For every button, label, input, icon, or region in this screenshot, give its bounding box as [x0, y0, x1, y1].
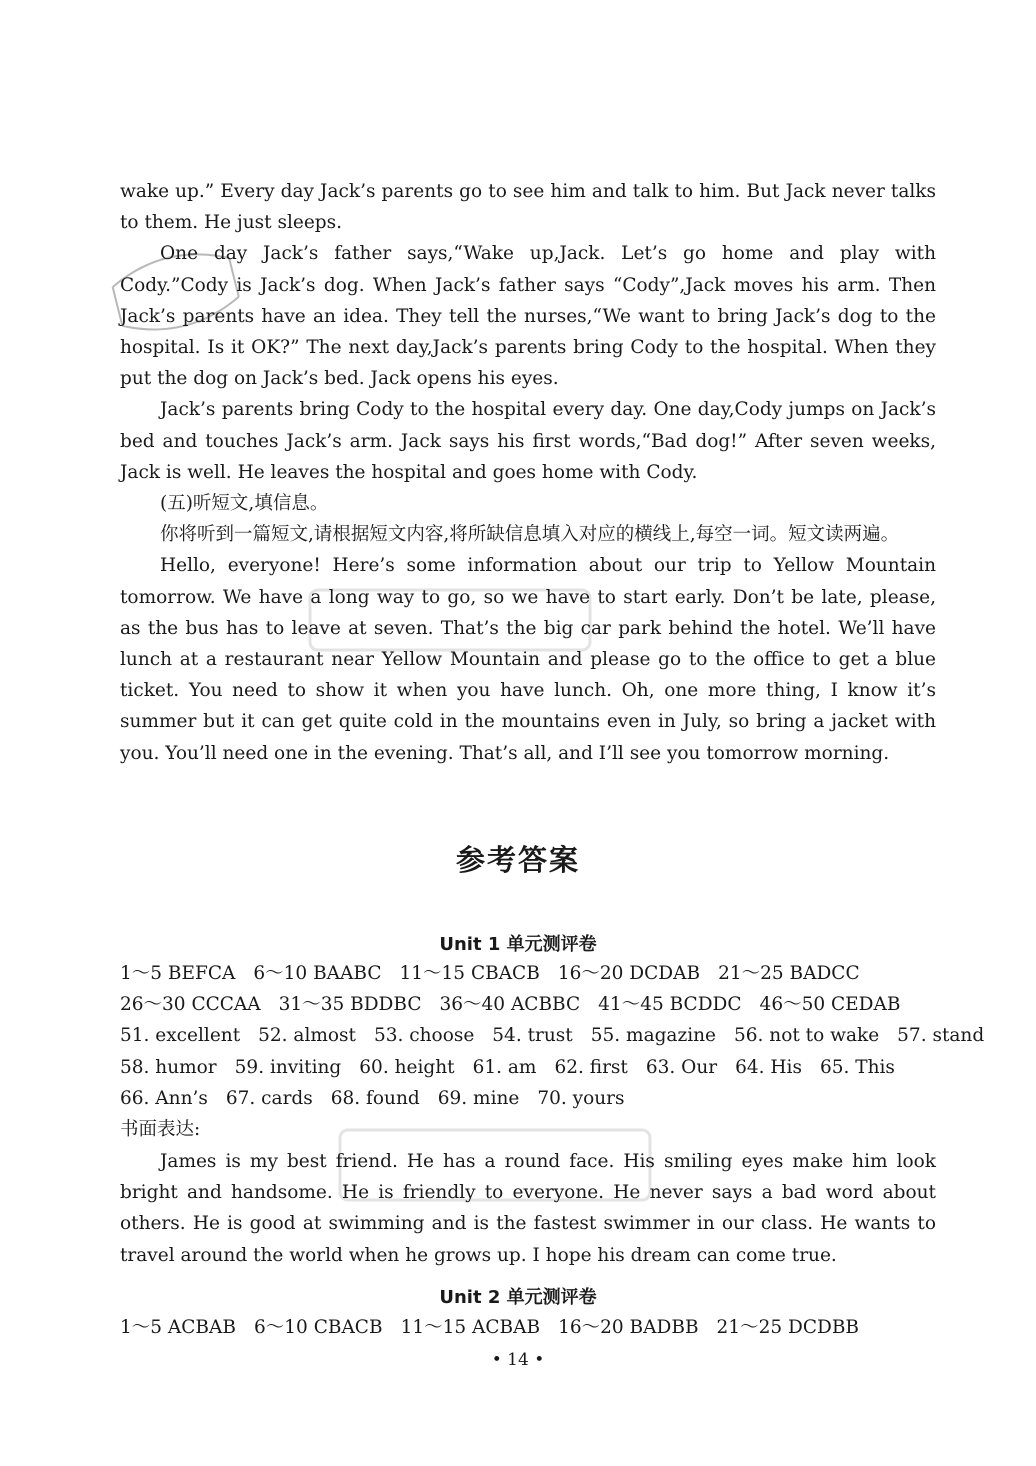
answer-item: 26～30 CCCAA	[120, 994, 261, 1016]
section-5-heading: (五)听短文,填信息。	[160, 493, 329, 515]
answer-row-1	[120, 958, 950, 989]
answer-item: 59. inviting	[234, 1056, 342, 1078]
writing-text: James is my best friend. He has a round face. His smiling eyes make him look bright and handsome. He is friendly to everyone. He never says a bad word about others. He is good at swimming and is the fastest swimmer in our class. He wants to travel around the world when he grows up. I hope his dream can come true.	[120, 1151, 936, 1266]
unit1-heading: Unit 1 单元测评卷	[439, 934, 597, 955]
listening-passage	[120, 176, 936, 769]
answer-row-2	[120, 989, 950, 1020]
answer-item: 41～45 BCDDC	[598, 994, 742, 1016]
answer-item: 55. magazine	[590, 1025, 716, 1047]
paragraph-1: wake up.” Every day Jack’s parents go to see him and talk to him. But Jack never talks to them. He just sleeps.	[120, 181, 936, 234]
paragraph-4: Hello, everyone! Here’s some information about our trip to Yellow Mountain tomorrow. We have a long way to go, so we have to start early. Don’t be late, please, as the bus has to leave at seven. That’s the big car park behind the hotel. We’ll have lunch at a restaurant near Yellow Mountain and please go to the office to get a blue ticket. You need to show it when you have lunch. Oh, one more thing, I know it’s summer but it can get quite cold in the mountains even in July, so bring a jacket with you. You’ll need one in the evening. That’s all, and I’ll see you tomorrow morning.	[120, 555, 936, 764]
answer-item: 1～5 ACBAB	[120, 1317, 236, 1338]
answer-item: 36～40 ACBBC	[439, 994, 581, 1016]
paragraph-2: One day Jack’s father says,“Wake up,Jack. Let’s go home and play with Cody.”Cody is Jack’s dog. When Jack’s father says “Cody”,Jack moves his arm. Then Jack’s parents have an idea. They tell the nurses,“We want to bring Jack’s dog to the hospital. Is it OK?” The next day,Jack’s parents bring Cody to the hospital. When they put the dog on Jack’s bed. Jack opens his eyes.	[120, 243, 936, 390]
answer-item: 6～10 CBACB	[254, 1317, 383, 1338]
answer-item: 58. humor	[120, 1056, 217, 1078]
answer-item: 66. Ann’s	[120, 1087, 208, 1109]
answer-item: 16～20 DCDAB	[557, 963, 701, 984]
answer-item: 65. This	[819, 1056, 895, 1078]
answer-item: 64. His	[735, 1056, 802, 1078]
answer-item: 11～15 ACBAB	[400, 1317, 541, 1338]
answer-item: 1～5 BEFCA	[120, 963, 236, 984]
unit2-answers	[120, 1312, 950, 1343]
answer-item: 54. trust	[492, 1025, 573, 1047]
answer-item: 21～25 DCDBB	[716, 1317, 860, 1338]
answer-item: 69. mine	[437, 1087, 520, 1109]
page-number: • 14 •	[491, 1350, 545, 1370]
answer-item: 62. first	[554, 1056, 628, 1078]
answer-item: 46～50 CEDAB	[759, 994, 901, 1016]
unit2-heading: Unit 2 单元测评卷	[439, 1287, 597, 1308]
answer-item: 57. stand	[897, 1025, 985, 1047]
answer-row-1	[120, 1312, 950, 1343]
unit1-answers	[120, 958, 985, 1145]
answer-row-4	[120, 1052, 950, 1083]
answer-item: 31～35 BDDBC	[278, 994, 422, 1016]
answer-item: 60. height	[359, 1056, 455, 1078]
answer-item: 70. yours	[537, 1087, 625, 1109]
answer-item: 52. almost	[258, 1025, 356, 1047]
answer-item: 21～25 BADCC	[718, 963, 860, 984]
paragraph-3: Jack’s parents bring Cody to the hospital every day. One day,Cody jumps on Jack’s bed and touches Jack’s arm. Jack says his first words,“Bad dog!” After seven weeks, Jack is well. He leaves the hospital and goes home with Cody.	[120, 399, 936, 483]
answer-item: 63. Our	[645, 1056, 718, 1078]
answer-item: 11～15 CBACB	[399, 963, 540, 984]
answer-item: 16～20 BADBB	[558, 1317, 699, 1338]
answer-item: 6～10 BAABC	[253, 963, 382, 984]
answer-title: 参考答案	[455, 843, 580, 877]
answer-item: 61. am	[472, 1056, 537, 1078]
answer-item: 56. not to wake	[734, 1025, 880, 1047]
answer-item: 51. excellent	[120, 1025, 241, 1047]
section-5-instruction: 你将听到一篇短文,请根据短文内容,将所缺信息填入对应的横线上,每空一词。短文读两遍。	[160, 524, 900, 546]
answer-item: 67. cards	[225, 1087, 313, 1109]
writing-label: 书面表达:	[120, 1119, 201, 1141]
answer-item: 53. choose	[373, 1025, 475, 1047]
writing-passage	[120, 1146, 936, 1271]
answer-row-5	[120, 1083, 950, 1114]
answer-item: 68. found	[330, 1087, 420, 1109]
answer-row-3	[120, 1020, 985, 1051]
